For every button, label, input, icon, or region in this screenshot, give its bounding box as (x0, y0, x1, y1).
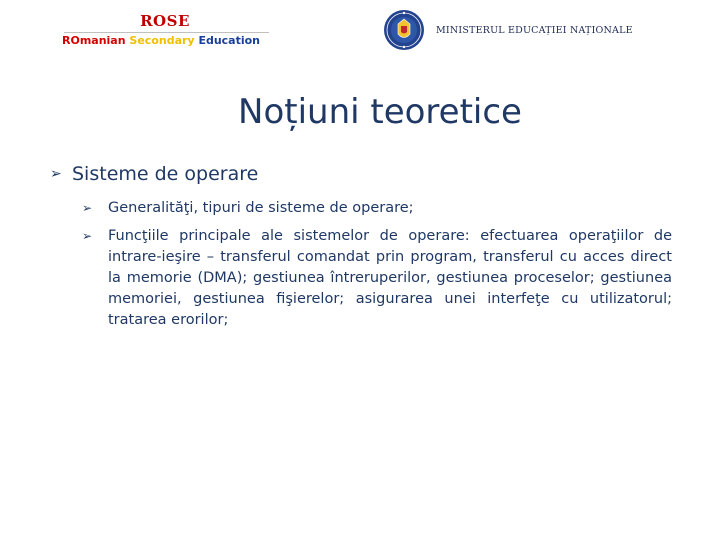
subbullet-text: Funcţiile principale ale sistemelor de operare: efectuarea operaţiilor de intrare-ieşire – transferul comandat prin program, transferul cu acces direct la memorie (DMA); gestiunea întreruperilor, gestiunea proceselor; gestiunea memoriei, gestiunea fişierelor; asigurarea unei interfeţe cu utilizatorul; tratarea erorilor; (108, 228, 672, 328)
rose-logo-divider (64, 32, 269, 33)
rose-subtitle-word2: Secondary (129, 34, 195, 47)
subbullet-text: Generalităţi, tipuri de sisteme de operare; (108, 200, 414, 216)
rose-subtitle-word1: ROmanian (62, 34, 126, 47)
rose-logo-subtitle (62, 34, 260, 47)
ministry-logo (380, 8, 640, 52)
subbullet-item (82, 198, 672, 219)
subbullet-item (82, 226, 672, 331)
ministry-name: MINISTERUL EDUCAȚIEI NAȚIONALE (436, 25, 633, 36)
ministry-crest-icon (380, 8, 428, 52)
slide-title: Noțiuni teoretice (238, 92, 522, 132)
arrow-bullet-icon: ➢ (50, 166, 62, 182)
rose-logo (60, 12, 270, 52)
arrow-bullet-icon: ➢ (82, 201, 93, 215)
bullet-text: Sisteme de operare (72, 163, 259, 185)
rose-subtitle-word3: Education (198, 34, 261, 47)
bullet-item (50, 163, 258, 185)
arrow-bullet-icon: ➢ (82, 229, 93, 243)
rose-logo-title: ROSE (140, 12, 190, 30)
